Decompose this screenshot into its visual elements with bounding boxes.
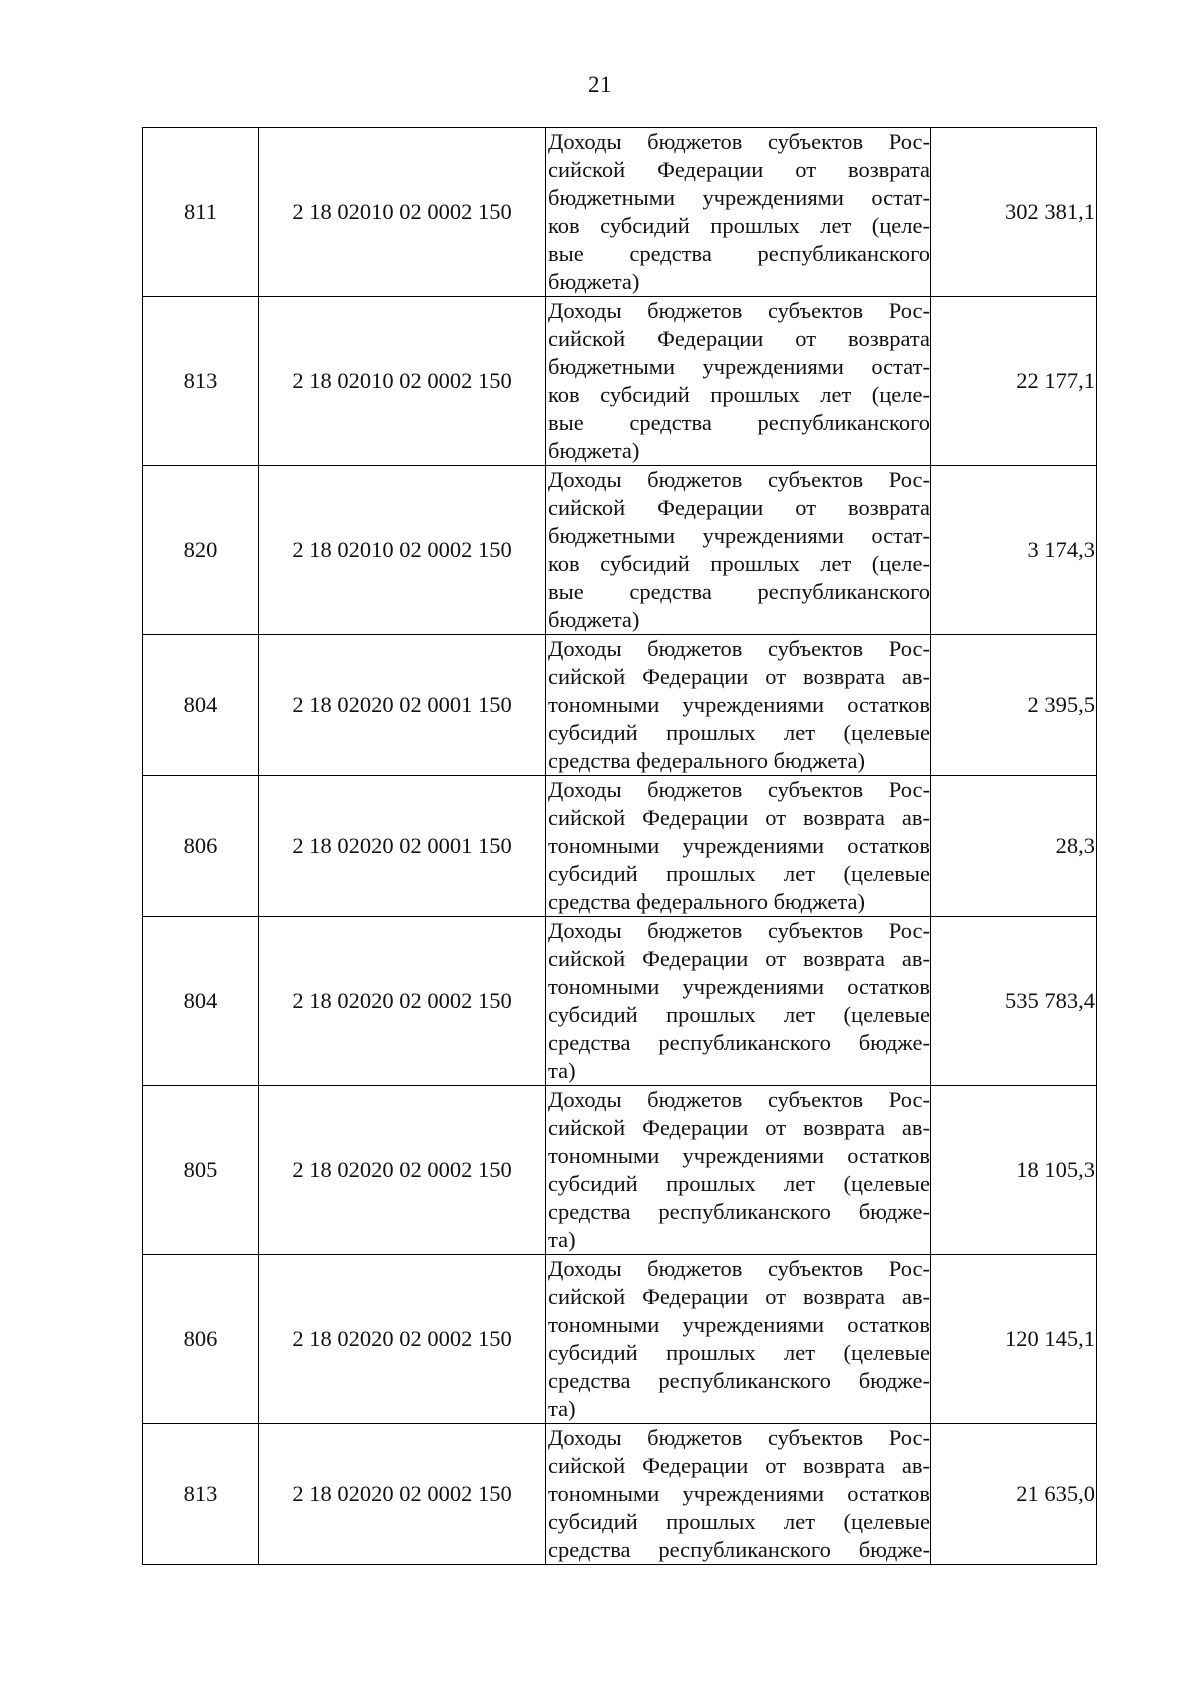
description-cell: [546, 776, 931, 917]
description-line: субсидий прошлых лет (целевые: [548, 1340, 930, 1365]
description-line: средства федерального бюджета): [548, 748, 865, 773]
table-row: [143, 297, 1097, 466]
description-line: Доходы бюджетов субъектов Рос-: [548, 636, 930, 661]
description-line: сийской Федерации от возврата ав-: [548, 946, 930, 971]
description-line: субсидий прошлых лет (целевые: [548, 1002, 930, 1027]
description-line: сийской Федерации от возврата ав-: [548, 1115, 930, 1140]
amount-cell: 535 783,4: [931, 917, 1097, 1086]
description-line: тономными учреждениями остатков: [548, 833, 930, 858]
description-line: Доходы бюджетов субъектов Рос-: [548, 918, 930, 943]
classification-code-cell: 2 18 02010 02 0002 150: [259, 297, 546, 466]
description-line: субсидий прошлых лет (целевые: [548, 1509, 930, 1534]
description-line: вые средства республиканского: [548, 241, 930, 266]
description-line: вые средства республиканского: [548, 579, 930, 604]
admin-code-cell: 806: [143, 776, 259, 917]
description-line: бюджета): [548, 269, 640, 294]
admin-code-cell: 805: [143, 1086, 259, 1255]
description-line: тономными учреждениями остатков: [548, 1312, 930, 1337]
description-cell: [546, 466, 931, 635]
admin-code-cell: 804: [143, 635, 259, 776]
description-cell: [546, 1424, 931, 1565]
table-row: [143, 776, 1097, 917]
description-line: сийской Федерации от возврата: [548, 326, 930, 351]
description-line: бюджетными учреждениями остат-: [548, 354, 930, 379]
description-line: сийской Федерации от возврата ав-: [548, 664, 930, 689]
classification-code-cell: 2 18 02020 02 0001 150: [259, 635, 546, 776]
description-line: та): [548, 1396, 576, 1421]
description-line: средства республиканского бюдже-: [548, 1030, 930, 1055]
description-line: средства республиканского бюдже-: [548, 1199, 930, 1224]
description-line: Доходы бюджетов субъектов Рос-: [548, 777, 930, 802]
description-line: сийской Федерации от возврата ав-: [548, 1453, 930, 1478]
classification-code-cell: 2 18 02020 02 0002 150: [259, 1086, 546, 1255]
classification-code-cell: 2 18 02020 02 0002 150: [259, 1424, 546, 1565]
description-line: субсидий прошлых лет (целевые: [548, 720, 930, 745]
page-number: 21: [588, 72, 612, 97]
description-line: сийской Федерации от возврата ав-: [548, 805, 930, 830]
admin-code-cell: 820: [143, 466, 259, 635]
description-cell: [546, 297, 931, 466]
table-row: [143, 128, 1097, 297]
description-line: субсидий прошлых лет (целевые: [548, 861, 930, 886]
description-line: сийской Федерации от возврата: [548, 157, 930, 182]
description-line: средства республиканского бюдже-: [548, 1537, 930, 1562]
description-line: Доходы бюджетов субъектов Рос-: [548, 1087, 930, 1112]
amount-cell: 3 174,3: [931, 466, 1097, 635]
description-line: ков субсидий прошлых лет (целе-: [548, 382, 930, 407]
description-line: тономными учреждениями остатков: [548, 974, 930, 999]
description-cell: [546, 128, 931, 297]
classification-code-cell: 2 18 02020 02 0002 150: [259, 1255, 546, 1424]
amount-cell: 120 145,1: [931, 1255, 1097, 1424]
admin-code-cell: 813: [143, 1424, 259, 1565]
description-line: Доходы бюджетов субъектов Рос-: [548, 467, 930, 492]
description-line: Доходы бюджетов субъектов Рос-: [548, 129, 930, 154]
table-row: [143, 1424, 1097, 1565]
description-line: бюджета): [548, 438, 640, 463]
description-line: субсидий прошлых лет (целевые: [548, 1171, 930, 1196]
amount-cell: 302 381,1: [931, 128, 1097, 297]
description-line: та): [548, 1227, 576, 1252]
admin-code-cell: 806: [143, 1255, 259, 1424]
description-line: бюджетными учреждениями остат-: [548, 523, 930, 548]
description-cell: [546, 1255, 931, 1424]
description-line: тономными учреждениями остатков: [548, 1143, 930, 1168]
amount-cell: 28,3: [931, 776, 1097, 917]
description-line: та): [548, 1058, 576, 1083]
budget-revenue-table: [142, 127, 1097, 1565]
admin-code-cell: 804: [143, 917, 259, 1086]
classification-code-cell: 2 18 02010 02 0002 150: [259, 466, 546, 635]
description-line: Доходы бюджетов субъектов Рос-: [548, 1256, 930, 1281]
amount-cell: 22 177,1: [931, 297, 1097, 466]
description-cell: [546, 1086, 931, 1255]
amount-cell: 21 635,0: [931, 1424, 1097, 1565]
description-line: Доходы бюджетов субъектов Рос-: [548, 298, 930, 323]
table-row: [143, 1255, 1097, 1424]
description-line: сийской Федерации от возврата: [548, 495, 930, 520]
description-cell: [546, 635, 931, 776]
description-line: ков субсидий прошлых лет (целе-: [548, 551, 930, 576]
table-row: [143, 466, 1097, 635]
classification-code-cell: 2 18 02020 02 0001 150: [259, 776, 546, 917]
amount-cell: 18 105,3: [931, 1086, 1097, 1255]
table-row: [143, 635, 1097, 776]
table-row: [143, 1086, 1097, 1255]
description-cell: [546, 917, 931, 1086]
description-line: средства федерального бюджета): [548, 889, 865, 914]
description-line: бюджета): [548, 607, 640, 632]
description-line: сийской Федерации от возврата ав-: [548, 1284, 930, 1309]
description-line: тономными учреждениями остатков: [548, 1481, 930, 1506]
description-line: тономными учреждениями остатков: [548, 692, 930, 717]
description-line: средства республиканского бюдже-: [548, 1368, 930, 1393]
admin-code-cell: 811: [143, 128, 259, 297]
amount-cell: 2 395,5: [931, 635, 1097, 776]
description-line: ков субсидий прошлых лет (целе-: [548, 213, 930, 238]
classification-code-cell: 2 18 02020 02 0002 150: [259, 917, 546, 1086]
description-line: Доходы бюджетов субъектов Рос-: [548, 1425, 930, 1450]
admin-code-cell: 813: [143, 297, 259, 466]
description-line: бюджетными учреждениями остат-: [548, 185, 930, 210]
table-row: [143, 917, 1097, 1086]
description-line: вые средства республиканского: [548, 410, 930, 435]
classification-code-cell: 2 18 02010 02 0002 150: [259, 128, 546, 297]
